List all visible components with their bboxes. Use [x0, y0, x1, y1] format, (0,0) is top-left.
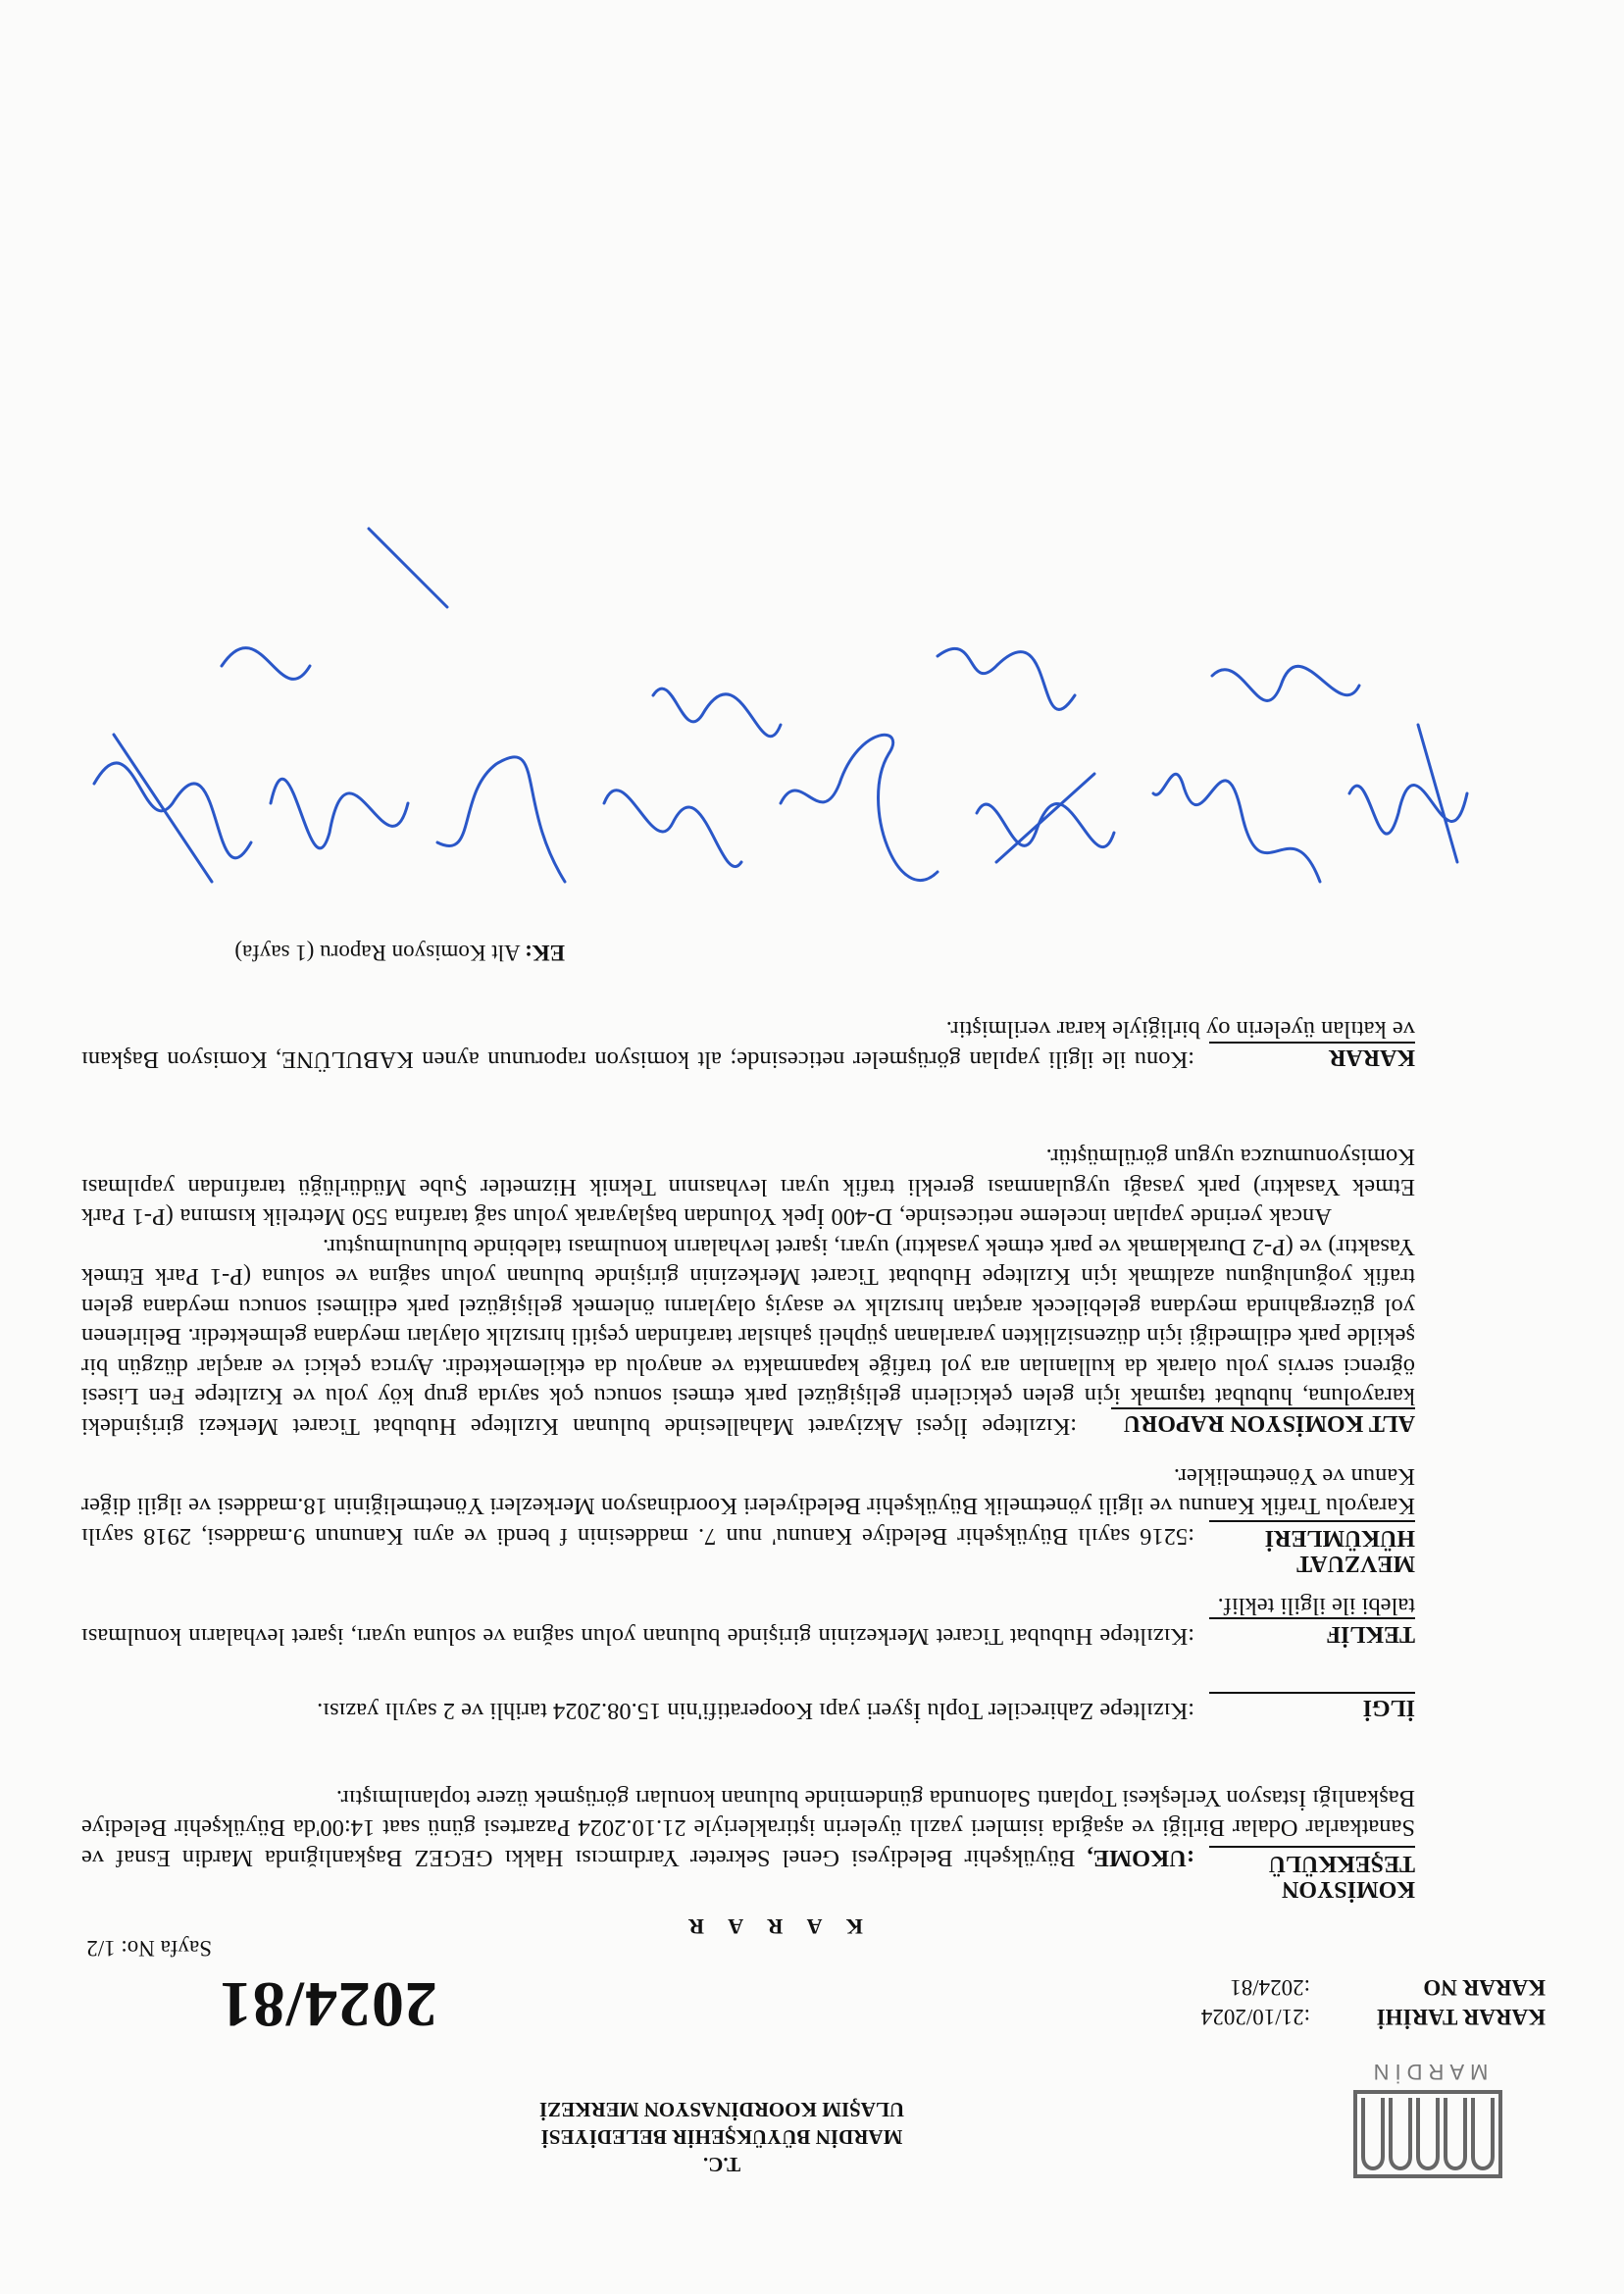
- signature-12: [222, 648, 310, 680]
- logo-emblem-icon: [1349, 2088, 1506, 2186]
- signature-10: [938, 648, 1075, 709]
- section-label-komisyon: KOMİSYON TEŞEKKÜLÜ: [1268, 1851, 1415, 1902]
- signature-8: [94, 735, 251, 882]
- page-number: Sayfa No: 1/2: [86, 1936, 212, 1961]
- section-text-komisyon: :UKOME, Büyükşehir Belediyesi Genel Sekreter Yardımcısı Hakkı GEGEZ Başkanlığında Mardin Esnaf ve Sanatkarlar Odalar Birliği ve aşağıda isimleri yazılı üyelerin iştirakleriyle 21.10.2024 Pazartesi günü saat 14:00'da Büyükşehir Belediye Başkanlığı İstasyon Yerleşkesi Toplantı Salonunda gündeminde bulunan konuları görüşmek üzere toplanılmıştır.: [81, 1785, 1415, 1871]
- signature-4: [781, 735, 938, 880]
- attachment-note: EK: Alt Komisyon Raporu (1 sayfa): [234, 941, 565, 965]
- section-text-alt-komisyon: :Kızıltepe İlçesi Akziyaret Mahallesinde bulunan Kızıltepe Hububat Ticaret Merkezi girişindeki karayoluna, hububat taşımak için gelen çekicilerin gelişigüzel park etmesi sonucu çok sayıda grup köy yolu ve Kızıltepe Fen Lisesi öğrenci servis yolu olarak da kullanılan ara yol trafiğe kapanmakta ve anayolu da etkilemektedir. Ayrıca çekici ve araçlar düzgün bir şekilde park edilmediği için düzensizlikten yararlanan şüpheli şahıslar tarafından çeşitli hırsızlık olayları meydana gelmektedir. Belirlenen yol güzergahında meydana gelebilecek araçtan hırsızlık ve asayiş olaylarını önlemek gelişigüzel park edilmesi sonucu meydana gelen trafik yoğunluğunu azaltmak için Kızıltepe Hububat Ticaret Merkezinin girişinde bulunan yolun sağına ve soluna (P-1 Park Etmek Yasaktır) ve (P-2 Duraklamak ve park etmek yasaktır) uyarı, işaret levhaların konulması talebinde bulunulmuştur. Ancak yerinde yapılan inceleme neticesinde, D-400 İpek Yolundan başlayarak yolun sağ tarafına 550 Metrelik kısmına (P-1 Park Etmek Yasaktır) park yasağı uygulanması gerekli trafik uyarı levhasının Teknik Hizmetler Şube Müdürlüğü tarafından yapılması Komisyonumuzca uygun görülmüştür.: [81, 1144, 1415, 1440]
- signature-5: [604, 790, 741, 867]
- header-line-municipality: MARDİN BÜYÜKŞEHİR BELEDİYESİ: [540, 2125, 903, 2149]
- decision-no-value: :2024/81: [1230, 1975, 1310, 2000]
- signature-9: [1212, 666, 1359, 700]
- section-text-mevzuat: :5216 sayılı Büyükşehir Belediye Kanunu' nun 7. maddesinin f bendi ve aynı Kanunun 9.maddesi, 2918 sayılı Karayolu Trafik Kanunu ve ilgili yönetmelik Büyükşehir Belediyeleri Koordinasyon Merkezleri Yönetmeliğinin 18.maddesi ve ilgili diğer Kanun ve Yönetmelikler.: [81, 1463, 1415, 1550]
- date-value: :21/10/2024: [1200, 2005, 1310, 2029]
- signature-2: [1153, 774, 1320, 882]
- decision-no-label: KARAR NO: [1423, 1975, 1546, 2000]
- signature-1: [1349, 725, 1467, 862]
- header-line-center: ULAŞIM KOORDİNASYON MERKEZİ: [538, 2098, 905, 2121]
- decision-title: K A R A R: [679, 1914, 863, 1939]
- section-label-teklif: TEKLİF: [1326, 1621, 1415, 1647]
- date-label: KARAR TARİHİ: [1376, 2005, 1546, 2029]
- section-label-ilgi: İLGİ: [1362, 1695, 1415, 1720]
- logo-text: MARDİN: [1367, 2060, 1489, 2084]
- signature-3: [977, 774, 1114, 862]
- section-text-karar: :Konu ile ilgili yapılan görüşmeler neticesinde; alt komisyon raporunun aynen KABULÜNE, Komisyon Başkanı ve katılan üyelerin oy birliğiyle karar verilmiştir.: [81, 1016, 1415, 1073]
- signature-7: [271, 779, 408, 848]
- section-label-mevzuat: MEVZUAT HÜKÜMLERİ: [1264, 1525, 1415, 1576]
- section-label-karar: KARAR: [1329, 1045, 1415, 1070]
- section-label-alt-komisyon: ALT KOMİSYON RAPORU: [1123, 1410, 1415, 1436]
- document-header: [369, 2096, 1075, 2178]
- mardin-logo: [1349, 2039, 1506, 2186]
- header-line-tc: T.C.: [702, 2153, 741, 2176]
- section-text-ilgi: :Kızıltepe Zahireciler Toplu İşyeri yapı Kooperatifi'nin 15.08.2024 tarihli ve 2 sayılı yazısı.: [317, 1698, 1194, 1724]
- section-underline: [1209, 1692, 1415, 1694]
- signature-11: [653, 688, 781, 737]
- signature-6: [437, 757, 565, 882]
- signatures-area: [45, 136, 1487, 921]
- decision-meta: [1201, 1972, 1546, 2031]
- decision-number: 2024/81: [218, 1968, 437, 2040]
- signature-mark: [369, 529, 447, 607]
- section-text-teklif: :Kızıltepe Hububat Ticaret Merkezinin girişinde bulunan yolun sağına ve soluna uyarı, işaret levhaların konulması talebi ile ilgili teklif.: [81, 1593, 1415, 1650]
